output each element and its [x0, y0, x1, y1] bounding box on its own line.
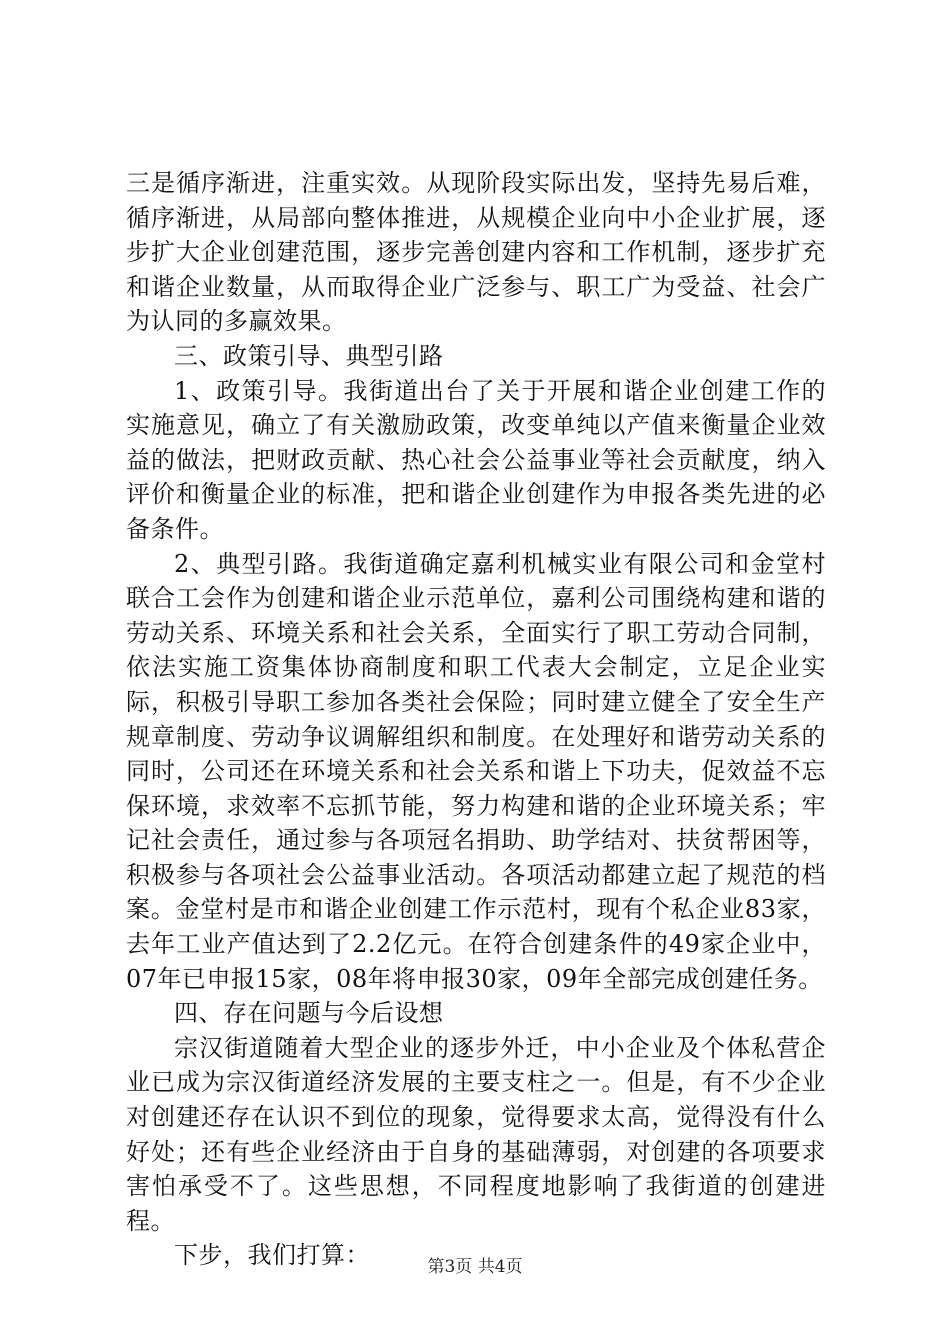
- section-heading-problems-plans: 四、存在问题与今后设想: [174, 999, 444, 1028]
- page-footer: 第3页 共4页: [427, 1257, 523, 1277]
- paragraph-model-leading: 2、典型引路。我街道确定嘉利机械实业有限公司和金堂村联合工会作为创建和谐企业示范单位，嘉利公司围绕构建和谐的劳动关系、环境关系和社会关系，全面实行了职工劳动合同制，依法实施工资集体协商制度和职工代表大会制定，立足企业实际，积极引导职工参加各类社会保险；同时建立健全了安全生产规章制度、劳动争议调解组织和制度。在处理好和谐劳动关系的同时，公司还在环境关系和社会关系和谐上下功夫，促效益不忘保环境，求效率不忘抓节能，努力构建和谐的企业环境关系；牢记社会责任，通过参与各项冠名捐助、助学结对、扶贫帮困等，积极参与各项社会公益事业活动。各项活动都建立起了规范的档案。金堂村是市和谐企业创建工作示范村，现有个私企业83家，去年工业产值达到了2.2亿元。在符合创建条件的49家企业中，07年已申报15家，08年将申报30家，09年全部完成创建任务。: [126, 549, 826, 993]
- paragraph-policy-guidance: 1、政策引导。我街道出台了关于开展和谐企业创建工作的实施意见，确立了有关激励政策，改变单纯以产值来衡量企业效益的做法，把财政贡献、热心社会公益事业等社会贡献度，纳入评价和衡量企业的标准，把和谐企业创建作为申报各类先进的必备条件。: [126, 376, 826, 543]
- paragraph-principle-three: 三是循序渐进，注重实效。从现阶段实际出发，坚持先易后难，循序渐进，从局部向整体推进，从规模企业向中小企业扩展，逐步扩大企业创建范围，逐步完善创建内容和工作机制，逐步扩充和谐企业数量，从而取得企业广泛参与、职工广为受益、社会广为认同的多赢效果。: [126, 169, 826, 336]
- document-body: [126, 166, 826, 1273]
- section-heading-policy-guidance: 三、政策引导、典型引路: [174, 341, 444, 370]
- paragraph-next-steps: 下步，我们打算：: [174, 1241, 370, 1270]
- paragraph-problems: 宗汉街道随着大型企业的逐步外迁，中小企业及个体私营企业已成为宗汉街道经济发展的主要支柱之一。但是，有不少企业对创建还存在认识不到位的现象，觉得要求太高，觉得没有什么好处；还有些企业经济由于自身的基础薄弱，对创建的各项要求害怕承受不了。这些思想，不同程度地影响了我街道的创建进程。: [126, 1033, 826, 1235]
